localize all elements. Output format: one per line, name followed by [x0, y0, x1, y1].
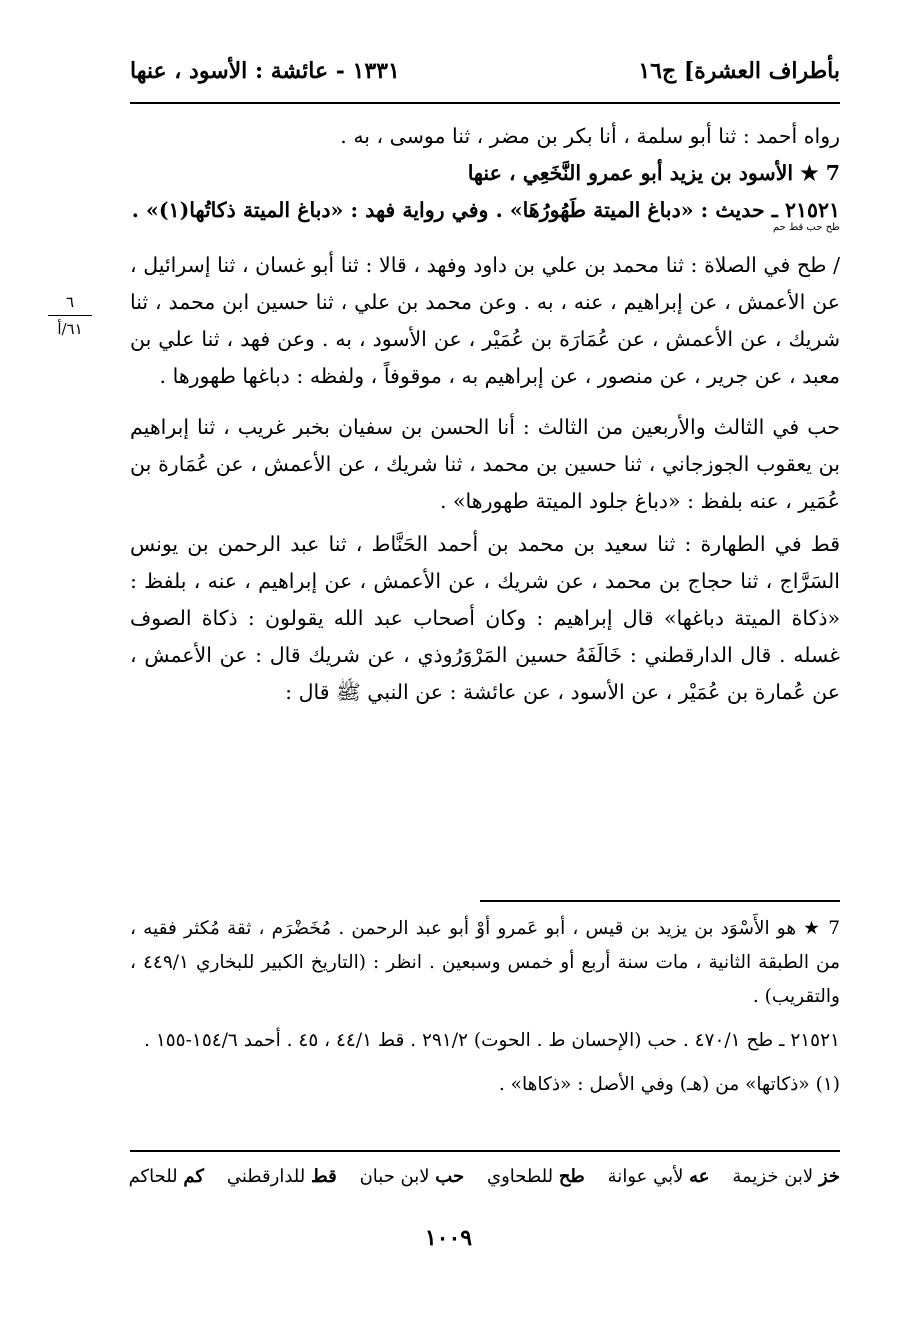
footnote-narrator: 7 ★ هو الأَسْوَد بن يزيد بن قيس ، أبو عَمرو أوْ أبو عبد الرحمن . مُخَضْرَم ، ثقة مُكثر فقيه ، من الطبقة الثانية ، مات سنة أربع أو خمس وسبعين . انظر : (التاريخ الكبير للبخاري ٤٤٩/١ ، والتقريب) . [130, 918, 840, 1007]
header-section-title: ١٣٣١ - عائشة : الأسود ، عنها [130, 58, 400, 84]
running-header [130, 52, 840, 92]
header-divider [130, 102, 840, 104]
hadith-sigla: طح حب قط حم [772, 222, 840, 233]
abbr-code: طح [558, 1166, 585, 1187]
bottom-divider [130, 1150, 840, 1152]
footnotes [130, 912, 840, 1102]
footnote-variant: (١) «ذكاتها» من (هـ) وفي الأصل : «ذكاها» . [498, 1074, 840, 1095]
page-number: ١٠٠٩ [424, 1225, 473, 1251]
paragraph-daraqutni: قط في الطهارة : ثنا سعيد بن محمد بن أحمد الحَنَّاط ، ثنا عبد الرحمن بن يونس السَرَّاج ، ثنا حجاج بن محمد ، عن شريك ، عن الأعمش ، عن إبراهيم ، عنه ، بلفظ : «ذكاة الميتة دباغها» قال إبراهيم : وكان أصحاب عبد الله يقولون : ذكاة الصوف غسله . قال الدارقطني : خَالَفَهُ حسين المَرْوَرُوذي ، عن شريك قال : عن الأعمش ، عن عُمارة بن عُمَيْر ، عن الأسود ، عن عائشة : عن النبي ﷺ قال : [130, 532, 840, 704]
footnote-divider [480, 900, 840, 902]
header-book-title: بأطراف العشرة] ج١٦ [638, 58, 840, 84]
abbr-code: قط [310, 1166, 337, 1187]
abbr-code: كم [183, 1166, 204, 1187]
margin-ref-line [48, 315, 92, 316]
paragraph-ibn-hibban: حب في الثالث والأربعين من الثالث : أنا الحسن بن سفيان بخبر غريب ، ثنا إبراهيم بن يعقوب الجوزجاني ، ثنا حسين بن محمد ، ثنا شريك ، عن الأعمش ، عن عُمَارة بن عُمَير ، عنه بلفظ : «دباغ جلود الميتة طهورها» . [130, 415, 840, 513]
abbr-text: للطحاوي [486, 1166, 554, 1187]
margin-manuscript-ref [48, 293, 92, 338]
hadith-text: ٢١٥٢١ ـ حديث : «دباغ الميتة طَهُورُهَا» . وفي رواية فهد : «دباغ الميتة ذكاتُها(١)» . [131, 198, 840, 222]
main-text [130, 118, 840, 711]
abbreviation-key [130, 1166, 840, 1187]
abbr-code: حب [435, 1166, 465, 1187]
abbr-text: لابن حبان [359, 1166, 430, 1187]
paragraph-tahawi: / طح في الصلاة : ثنا محمد بن علي بن داود وفهد ، قالا : ثنا أبو غسان ، ثنا إسرائيل ، عن الأعمش ، عن إبراهيم ، عنه ، به . وعن محمد بن علي ، ثنا حسين ابن محمد ، ثنا شريك ، عن الأعمش ، عن عُمَارَة بن عُمَيْر ، عن الأسود ، به . وعن فهد ، ثنا علي بن معبد ، عن جرير ، عن منصور ، عن إبراهيم به ، موقوفاً ، ولفظه : دباغها طهورها . [130, 253, 840, 388]
margin-ref-bottom: ٦١/أ [57, 320, 83, 338]
abbr-text: للدارقطني [226, 1166, 306, 1187]
abbr-code: خز [818, 1166, 840, 1187]
abbr-code: عه [689, 1166, 710, 1187]
riwaya-line: رواه أحمد : ثنا أبو سلمة ، أنا بكر بن مضر ، ثنا موسى ، به . [340, 124, 840, 148]
narrator-heading: 7 ★ الأسود بن يزيد أبو عمرو النَّخَعِي ، عنها [467, 161, 840, 185]
hadith-entry [130, 192, 840, 233]
abbr-text: لابن خزيمة [732, 1166, 814, 1187]
abbr-text: للحاكم [128, 1166, 178, 1187]
footnote-sources: ٢١٥٢١ ـ طح ٤٧٠/١ . حب (الإحسان ط . الحوت) ٢٩١/٢ . قط ٤٤/١ ، ٤٥ . أحمد ١٥٤/٦-١٥٥ . [144, 1030, 840, 1051]
abbr-text: لأبي عوانة [607, 1166, 684, 1187]
margin-ref-top: ٦ [65, 293, 75, 311]
